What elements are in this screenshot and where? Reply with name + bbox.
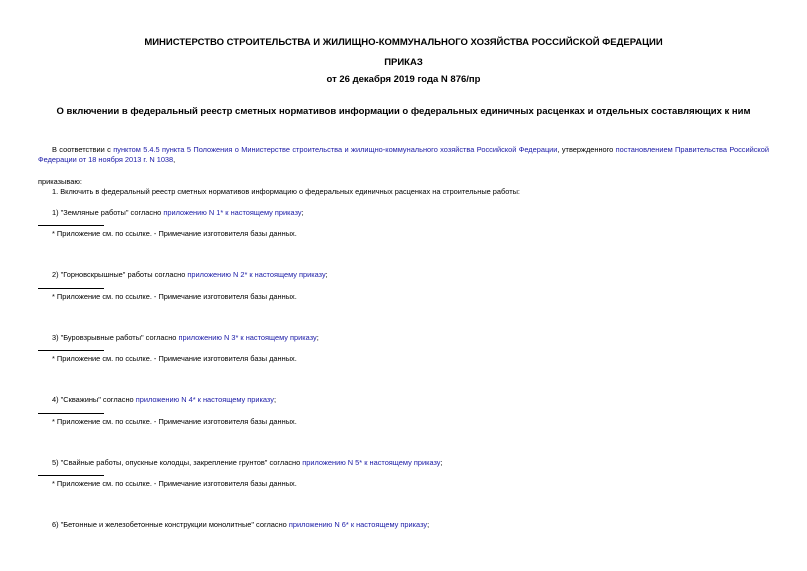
footnote: * Приложение см. по ссылке. - Примечание изготовителя базы данных.	[52, 292, 297, 301]
footnote: * Приложение см. по ссылке. - Примечание изготовителя базы данных.	[52, 479, 297, 488]
footnote: * Приложение см. по ссылке. - Примечание изготовителя базы данных.	[52, 229, 297, 238]
appendix-link-6[interactable]: приложению N 6* к настоящему приказу	[288, 520, 428, 529]
list-item: 3) "Буровзрывные работы" согласно приложению N 3* к настоящему приказу;	[52, 333, 319, 342]
footnote-divider	[38, 413, 104, 414]
appendix-link-5[interactable]: приложению N 5* к настоящему приказу	[302, 458, 441, 467]
document-title: О включении в федеральный реестр сметных нормативов информации о федеральных единичных расценках и отдельных составляющих к ним	[56, 106, 751, 117]
appendix-link-3[interactable]: приложению N 3* к настоящему приказу	[178, 333, 317, 342]
appendix-link-4[interactable]: приложению N 4* к настоящему приказу	[135, 395, 274, 404]
footnote: * Приложение см. по ссылке. - Примечание изготовителя базы данных.	[52, 417, 297, 426]
footnote-divider	[38, 288, 104, 289]
link-regulation-clause[interactable]: пунктом 5.4.5 пункта 5 Положения о Министерстве строительства и жилищно-коммунального хозяйства Российской Федерации	[113, 145, 558, 154]
list-item: 5) "Свайные работы, опускные колодцы, закрепление грунтов" согласно приложению N 5* к настоящему приказу;	[52, 458, 443, 467]
intro-paragraph: В соответствии с пунктом 5.4.5 пункта 5 Положения о Министерстве строительства и жилищно-коммунального хозяйства Российской Федерации, утвержденного постановлением Правительства Российской Федерации от 18 ноября 2013 г. N 1038,	[38, 145, 769, 164]
date-number-heading: от 26 декабря 2019 года N 876/пр	[326, 74, 481, 85]
ministry-heading: МИНИСТЕРСТВО СТРОИТЕЛЬСТВА И ЖИЛИЩНО-КОММУНАЛЬНОГО ХОЗЯЙСТВА РОССИЙСКОЙ ФЕДЕРАЦИИ	[144, 37, 663, 48]
order-word: приказываю:	[38, 177, 82, 186]
appendix-link-1[interactable]: приложению N 1* к настоящему приказу	[163, 208, 302, 217]
footnote-divider	[38, 350, 104, 351]
link-government-decree[interactable]: постановлением Правительства Российской Федерации от 18 ноября 2013 г. N 1038	[38, 145, 769, 164]
list-item: 2) "Горновскрышные" работы согласно приложению N 2* к настоящему приказу;	[52, 270, 328, 279]
list-item: 6) "Бетонные и железобетонные конструкции монолитные" согласно приложению N 6* к настоящему приказу;	[52, 520, 430, 529]
list-item: 4) "Скважины" согласно приложению N 4* к настоящему приказу;	[52, 395, 276, 404]
footnote-divider	[38, 475, 104, 476]
doc-type-heading: ПРИКАЗ	[384, 57, 423, 68]
list-item: 1) "Земляные работы" согласно приложению N 1* к настоящему приказу;	[52, 208, 304, 217]
footnote-divider	[38, 225, 104, 226]
footnote: * Приложение см. по ссылке. - Примечание изготовителя базы данных.	[52, 354, 297, 363]
appendix-link-2[interactable]: приложению N 2* к настоящему приказу	[187, 270, 326, 279]
clause-1: 1. Включить в федеральный реестр сметных нормативов информацию о федеральных единичных расценках на строительные работы:	[52, 187, 520, 196]
